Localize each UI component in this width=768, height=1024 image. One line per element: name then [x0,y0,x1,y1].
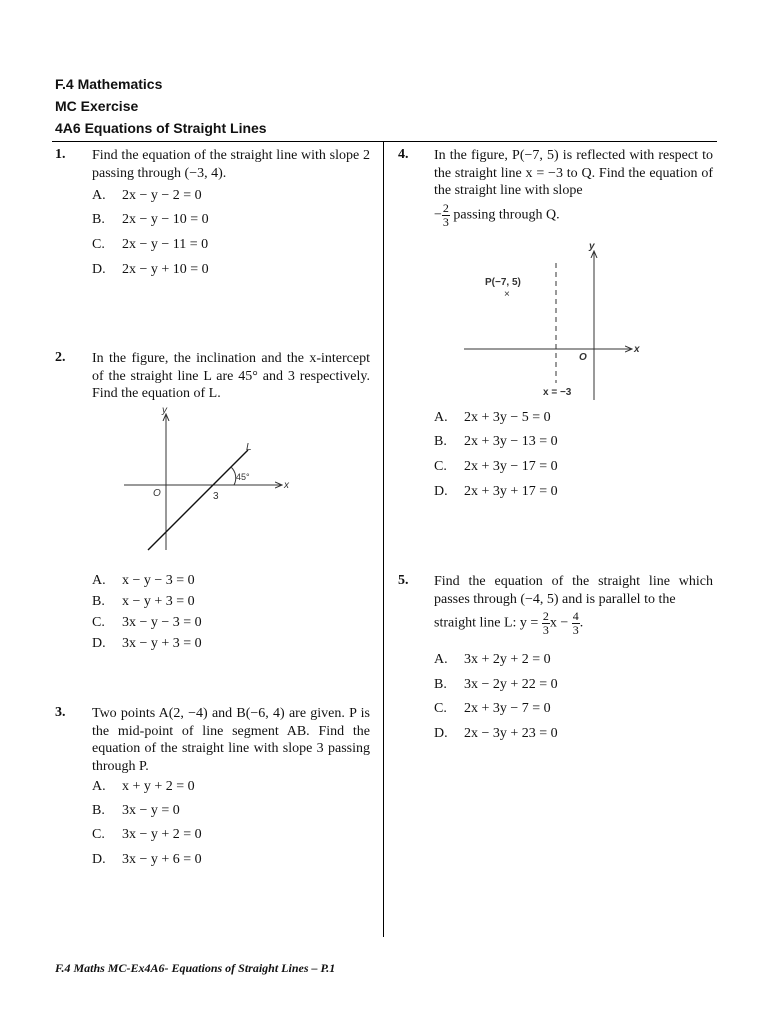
option-label: C. [434,459,447,474]
fraction-numerator: 2 [542,609,549,623]
option-label: C. [92,615,105,630]
option-label: C. [434,701,447,716]
option-label: A. [92,188,106,203]
line-label: L [246,442,252,453]
origin-label: O [153,488,161,499]
option-text: 3x − y − 3 = 0 [122,615,202,630]
option-text: 3x − y = 0 [122,803,180,818]
point-p-marker: × [504,289,510,300]
option-d[interactable] [434,484,558,500]
option-a[interactable] [92,573,195,589]
question-number: 3. [55,705,66,720]
option-label: B. [92,803,105,818]
y-axis-label: y [162,405,167,416]
point-p-label: P(−7, 5) [485,277,521,288]
option-text: 2x + 3y + 17 = 0 [464,484,558,499]
slope-fraction [442,202,450,229]
question-stem: Two points A(2, −4) and B(−6, 4) are given. P is the mid-point of line segment AB. Find the equation of the straight line with slope 3 passing through P. [92,706,370,774]
option-d[interactable] [92,636,202,652]
angle-label: 45° [236,472,250,482]
option-text: 2x + 3y − 13 = 0 [464,434,558,449]
option-label: C. [92,237,105,252]
page-footer: F.4 Maths MC-Ex4A6- Equations of Straight Lines – P.1 [55,961,336,975]
option-label: A. [434,652,448,667]
option-label: D. [434,726,448,741]
y-axis-label: y [589,241,595,252]
fraction-numerator: 2 [442,201,449,215]
option-label: D. [434,484,448,499]
line-l [148,450,248,550]
origin-label: O [579,352,587,363]
option-label: B. [92,212,105,227]
option-text: 3x − y + 6 = 0 [122,852,202,867]
title-topic: 4A6 Equations of Straight Lines [55,120,267,136]
question-number: 2. [55,350,66,365]
line-x-minus-3-label: x = −3 [543,387,572,398]
option-d[interactable] [434,726,558,742]
fraction-denominator: 3 [542,623,549,637]
title-subject: F.4 Mathematics [55,76,163,92]
question-stem-continued [434,610,583,637]
question-stem-continued [434,202,560,229]
fraction-denominator: 3 [442,215,449,229]
column-divider [383,142,384,937]
option-b[interactable] [434,434,558,450]
option-text: 3x − 2y + 22 = 0 [464,677,558,692]
option-label: B. [434,677,447,692]
stem-line-label: straight line L: y = [434,615,539,631]
option-d[interactable] [92,262,209,278]
stem-end: passing through Q. [453,207,560,223]
question-stem: In the figure, the inclination and the x-intercept of the straight line L are 45° and 3 respectively. Find the equation of L. [92,351,370,401]
option-label: A. [92,779,106,794]
intercept-label: 3 [213,491,219,502]
header-divider [52,141,717,142]
option-c[interactable] [434,701,551,717]
option-text: x − y − 3 = 0 [122,573,195,588]
question-stem: In the figure, P(−7, 5) is reflected with respect to the straight line x = −3 to Q. Find the equation of the straight line with slope [434,148,713,198]
fraction-denominator: 3 [572,623,579,637]
option-text: 2x − y − 2 = 0 [122,188,202,203]
option-text: x − y + 3 = 0 [122,594,195,609]
option-text: 3x + 2y + 2 = 0 [464,652,551,667]
frac-sign: − [434,207,442,223]
fraction-two [572,610,580,637]
option-label: D. [92,636,106,651]
option-text: 3x − y + 2 = 0 [122,827,202,842]
option-label: A. [434,410,448,425]
option-text: 2x + 3y − 7 = 0 [464,701,551,716]
option-label: D. [92,852,106,867]
question-stem: Find the equation of the straight line with slope 2 passing through (−3, 4). [92,148,370,181]
question-stem: Find the equation of the straight line which passes through (−4, 5) and is parallel to the [434,574,713,607]
option-b[interactable] [92,594,195,610]
fraction-one [542,610,550,637]
figure-reflection [460,235,650,405]
fraction-numerator: 4 [572,609,579,623]
figure-line-l [110,400,300,560]
option-a[interactable] [434,652,551,668]
option-text: 2x − y − 11 = 0 [122,237,209,252]
option-label: C. [92,827,105,842]
option-label: D. [92,262,106,277]
option-text: 3x − y + 3 = 0 [122,636,202,651]
option-text: 2x + 3y − 17 = 0 [464,459,558,474]
option-label: B. [434,434,447,449]
x-axis-label: x [284,480,289,491]
option-c[interactable] [92,237,208,253]
option-label: B. [92,594,105,609]
question-number: 5. [398,573,409,588]
option-text: 2x + 3y − 5 = 0 [464,410,551,425]
option-c[interactable] [434,459,558,475]
option-b[interactable] [92,212,209,228]
option-text: 2x − 3y + 23 = 0 [464,726,558,741]
option-a[interactable] [92,779,195,795]
stem-mid: x − [549,615,569,631]
x-axis-label: x [634,344,640,355]
title-exercise: MC Exercise [55,98,139,114]
option-text: x + y + 2 = 0 [122,779,195,794]
option-b[interactable] [434,677,558,693]
option-text: 2x − y − 10 = 0 [122,212,209,227]
option-label: A. [92,573,106,588]
stem-end: . [579,615,584,631]
option-d[interactable] [92,852,202,868]
option-a[interactable] [92,188,202,204]
question-number: 1. [55,147,66,162]
option-c[interactable] [92,615,202,631]
option-c[interactable] [92,827,202,843]
question-number: 4. [398,147,409,162]
option-b[interactable] [92,803,180,819]
option-text: 2x − y + 10 = 0 [122,262,209,277]
option-a[interactable] [434,410,551,426]
